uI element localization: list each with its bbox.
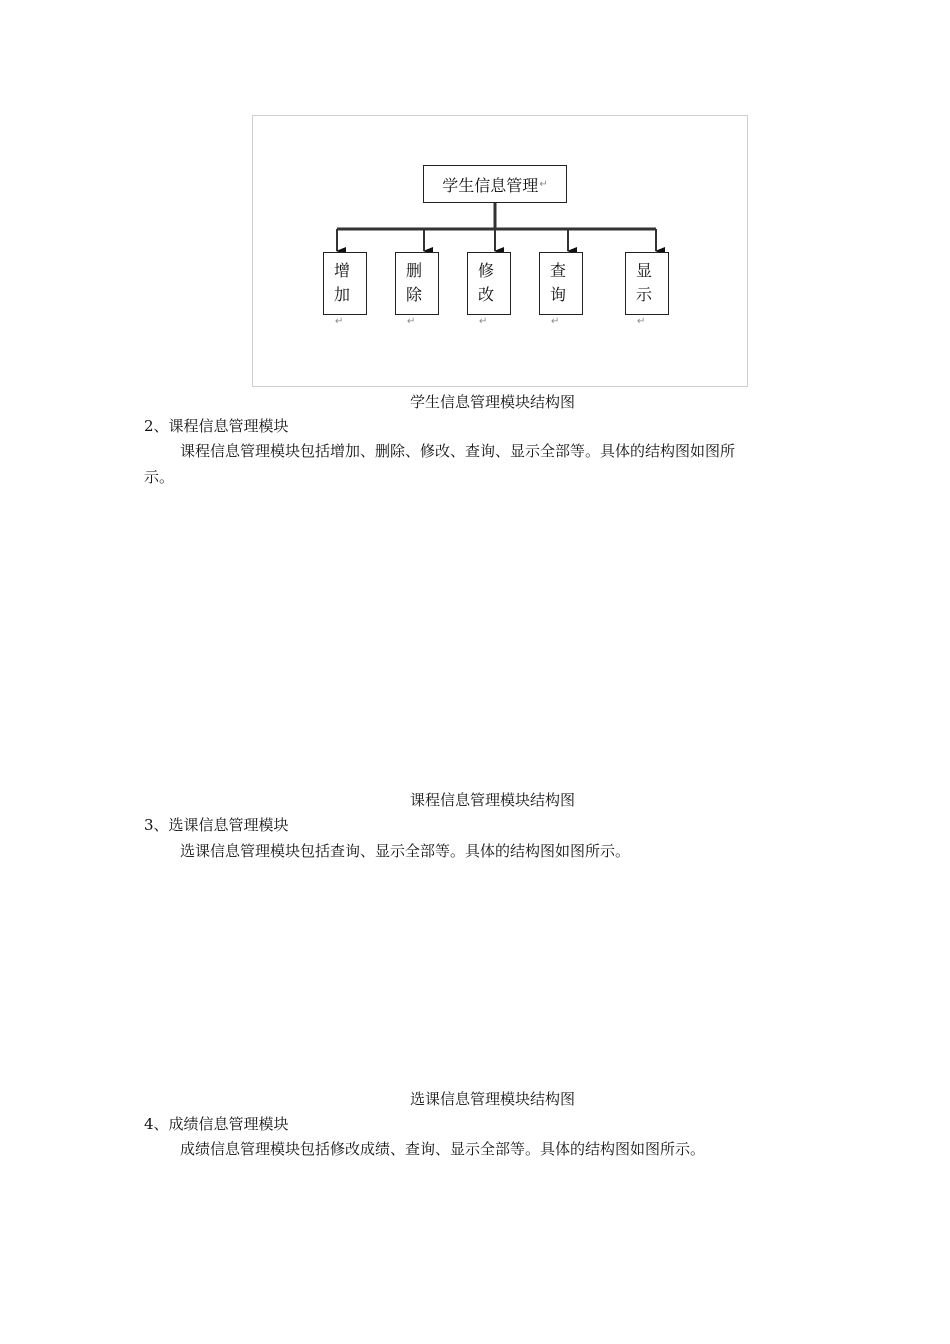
- section-body-grades: 成绩信息管理模块包括修改成绩、查询、显示全部等。具体的结构图如图所示。: [180, 1140, 706, 1158]
- child-node-char: 显: [636, 261, 653, 280]
- child-node-char: 除 ↵: [406, 285, 423, 327]
- section-heading-course: 2、课程信息管理模块: [144, 417, 289, 435]
- child-node-char: 加 ↵: [334, 285, 351, 327]
- child-node-display: [625, 252, 669, 327]
- child-node-char: 修: [478, 261, 495, 280]
- child-node-char: 询 ↵: [550, 285, 567, 327]
- figure-caption-selection: 选课信息管理模块结构图: [410, 1090, 576, 1108]
- child-node-char: 改 ↵: [478, 285, 495, 327]
- figure-caption-student: 学生信息管理模块结构图: [410, 393, 576, 411]
- section-body-course-line1: 课程信息管理模块包括增加、删除、修改、查询、显示全部等。具体的结构图如图所: [180, 442, 736, 460]
- root-node-label: 学生信息管理: [442, 175, 539, 195]
- return-mark: ↵: [539, 178, 548, 190]
- child-node-char: 增: [334, 261, 351, 280]
- section-heading-grades: 4、成绩信息管理模块: [144, 1115, 289, 1133]
- child-node-char: 查: [550, 261, 567, 280]
- section-body-course-line2: 示。: [144, 468, 175, 486]
- figure-caption-course: 课程信息管理模块结构图: [410, 791, 576, 809]
- child-node-modify: [467, 252, 511, 327]
- child-node-char: 示 ↵: [636, 285, 653, 327]
- child-node-char: 删: [406, 261, 423, 280]
- child-node-add: [323, 252, 367, 327]
- section-body-selection: 选课信息管理模块包括查询、显示全部等。具体的结构图如图所示。: [180, 842, 631, 860]
- child-node-query: [539, 252, 583, 327]
- child-node-delete: [395, 252, 439, 327]
- section-heading-selection: 3、选课信息管理模块: [144, 816, 289, 834]
- root-node-student-info: [423, 165, 567, 203]
